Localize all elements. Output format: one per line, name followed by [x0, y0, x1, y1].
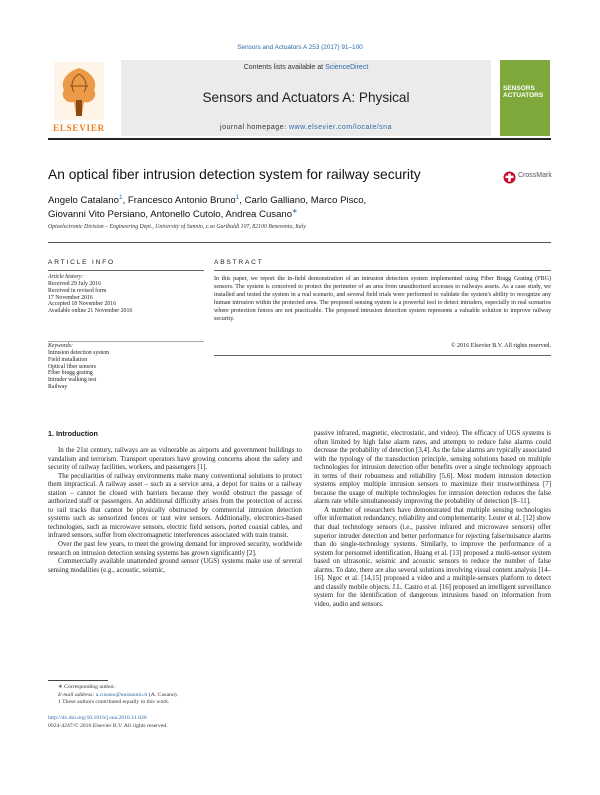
abstract-heading: ABSTRACT [214, 259, 264, 266]
keyword-item: Fiber bragg grating [48, 370, 93, 377]
email-suffix: (A. Cusano). [148, 691, 179, 698]
affiliation: Optoelectronic Division – Engineering Dept., University of Sannio, c.so Garibaldi 107, 82100 Benevento, Italy [48, 224, 306, 230]
keyword-item: Optical fiber sensors [48, 363, 96, 370]
history-item: Received 29 July 2016 [48, 281, 101, 287]
cover-title [503, 86, 549, 99]
footnote-corresponding: ∗ Corresponding author. [58, 684, 116, 690]
section-heading-introduction: 1. Introduction [48, 429, 98, 438]
article-title: An optical fiber intrusion detection system for railway security [48, 167, 421, 182]
footnotes [58, 684, 308, 707]
sciencedirect-link[interactable]: ScienceDirect [325, 64, 369, 71]
authors-line-2 [48, 207, 488, 220]
body-paragraph: Over the past few years, to meet the growing demand for improved security, worldwide research on intrusion detection sensing systems has grown significantly [2]. [48, 541, 302, 557]
history-list [48, 281, 204, 315]
cover-title-line1: SENSORS [503, 85, 535, 92]
body-paragraph: The peculiarities of railway environments make many conventional solutions to protect them impractical. A railway asset – such as a service area, a depot for trains or a railway station – cannot be closed with barriers because they would obstruct the passage of authorized staff or passengers. An additional difficulty arises from the protection of access to rail tracks that cannot be physically obstructed by commercial intrusion detection systems such as sensorized fences or taut wire sensors. Additionally, electronics-based technologies, such as microwave sensors, electric field sensors, ported coaxial cables, and infrared sensors, suffer from electromagnetic interferences associated with train transit. [48, 472, 302, 540]
title-rule [48, 242, 551, 243]
history-item: 17 November 2016 [48, 294, 93, 301]
email-label: E-mail address: [58, 691, 95, 698]
crossmark-icon [503, 171, 516, 184]
history-item: Accepted 18 November 2016 [48, 301, 117, 308]
keywords-list [48, 350, 204, 391]
homepage-prefix: journal homepage: [220, 124, 287, 131]
publisher-logo-text: ELSEVIER [53, 123, 105, 133]
history-item: Received in revised form [48, 287, 107, 294]
email-link[interactable]: a.cusano@unisannio.it [95, 691, 148, 698]
cover-title-line2: ACTUATORS [503, 91, 544, 99]
body-column-left [48, 447, 302, 575]
keyword-item: Intrusion detection system [48, 350, 110, 356]
body-column-right [314, 430, 551, 609]
issn-line: 0924-4247/© 2016 Elsevier B.V. All rights reserved. [48, 723, 168, 729]
doi-link[interactable]: http://dx.doi.org/10.1016/j.sna.2016.11.026 [48, 715, 147, 721]
history-item: Available online 21 November 2016 [48, 308, 133, 315]
footnote-email [58, 692, 308, 700]
header-rule [48, 138, 551, 140]
author-names[interactable]: Carlo Galliano, Marco Pisco, [244, 195, 367, 207]
journal-title: Sensors and Actuators A: Physical [202, 90, 410, 105]
corresponding-author-mark[interactable]: ∗ [292, 208, 298, 215]
homepage-link[interactable]: www.elsevier.com/locate/sna [288, 124, 392, 131]
footnote-rule [48, 680, 108, 681]
crossmark-label: CrossMark [518, 172, 552, 179]
body-paragraph: A number of researchers have demonstrated that multiple sensing technologies offer information redundancy, reliability and complementarity. Lester et al. [12] show that dual technology sensors (i.e., passive infrared and microwave sensors) offer superior intruder detection and better performance for rejecting false/nuisance alarms than do single-technology systems. Similarly, to improve the performance of a system for personnel identification, Huang et al. [13] proposed a multi-sensor system based on ultrasonic, seismic and acoustic sensors to reduce the number of false alarms. To date, there are also several solutions involving visual content analysis [14–16]. Ngoc et al. [14,15] proposed a video and a multiple-sensors platform to detect and classify mobile objects. J.L. Castro et al. [16] proposed an intelligent surveillance system for the identification of dangerous intrusions based on information from video, audio and sensors. [314, 506, 551, 608]
keyword-item: Intruder walking test [48, 377, 97, 384]
contents-prefix: Contents lists available at [243, 64, 324, 71]
body-paragraph: Commercially available unattended ground sensor (UGS) systems make use of several sensing modalities (e.g., acoustic, seismic, [48, 558, 302, 574]
footnote-equal-contribution: 1 These authors contributed equally to this work. [58, 699, 170, 706]
authors-line-1: Angelo Catalano$^1$, Francesco Antonio Bruno$^1$, Carlo Galliano, Marco Pisco, [48, 194, 367, 207]
author-footnote-mark[interactable]: 1 [118, 194, 123, 201]
keyword-item: Railway [48, 383, 68, 390]
abstract-copyright: © 2016 Elsevier B.V. All rights reserved. [450, 343, 551, 349]
body-paragraph: In the 21st century, railways are as vulnerable as airports and government buildings to vandalism and terrorism. Transport operators have growing concerns about the safety and security of railway facilities, workers, and passengers [1]. [48, 447, 302, 472]
abstract-text: In this paper, we report the in-field demonstration of an intrusion detection system implemented using Fiber Bragg Grating (FBG) sensors. The system is conceived to protect the perimeter of an area from unauthorized accesses to railways assets. As a case study, we installed and tested the system in a real scenario, and several field trials were performed to validate the system's ability to recognize any human intrusion within the protected area. The proposed sensing system is a powerful tool to detect intruders, especially in real scenarios where protection fences are not practicable. The proposed intrusion detection system represents a valuable solution to improve railway security. [214, 276, 551, 323]
author-names[interactable]: Giovanni Vito Persiano, Antonello Cutolo, Andrea Cusano [48, 209, 293, 221]
journal-homepage-line [121, 124, 491, 131]
article-info-heading: ARTICLE INFO [48, 259, 115, 266]
abstract-bottom-rule [214, 355, 551, 356]
contents-line [121, 64, 491, 71]
keywords-rule [48, 341, 204, 342]
journal-reference[interactable]: Sensors and Actuators A 253 (2017) 91–100 [237, 44, 363, 51]
history-label: Article history: [48, 274, 84, 280]
abstract-rule [214, 270, 551, 271]
author-name[interactable]: Francesco Antonio Bruno [127, 195, 236, 207]
keyword-item: Field installation [48, 356, 88, 363]
body-paragraph: passive infrared, magnetic, electrostatic, and video). The efficacy of UGS systems is often limited by high false alarm rates, and attempts to reduce false alarms could decrease the probability of detection [3,4]. As the false alarms are typically associated with the typology of the transduction principle, sensing solutions based on multiple technologies for intrusion detection offer benefits over a single technology approach in terms of their robustness and reliability [5,6]. Most modern intrusion detection systems employ multiple intrusion sensors to maximize their trustworthiness [7] because the usage of multiple technologies for intrusion detection reduces the false alarm rate while simultaneously improving the probability of detection [8–11]. [314, 430, 551, 506]
keywords-label: Keywords: [48, 343, 73, 349]
article-info-rule [48, 270, 204, 271]
author-footnote-mark[interactable]: 1 [235, 194, 240, 201]
author-name[interactable]: Angelo Catalano [48, 195, 119, 207]
crossmark-button[interactable] [503, 171, 551, 185]
